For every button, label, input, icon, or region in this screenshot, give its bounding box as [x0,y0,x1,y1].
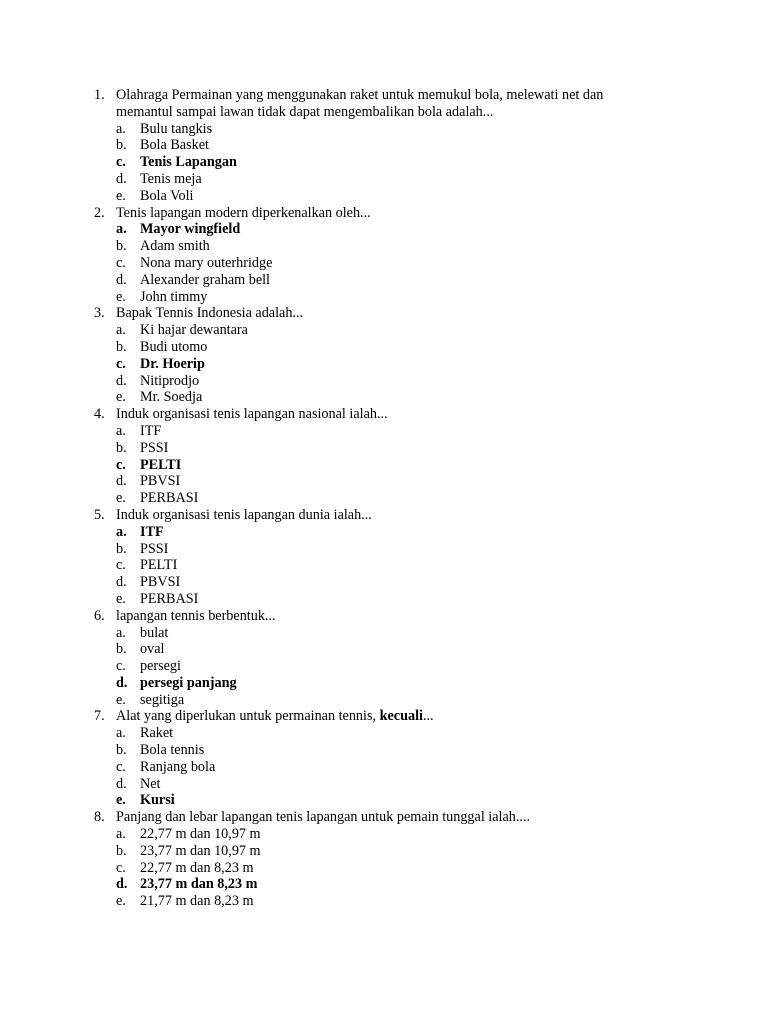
option-letter: b. [116,137,127,154]
answer-option [0,692,768,709]
option-text: 22,77 m dan 8,23 m [140,859,254,876]
answer-option-correct [0,154,768,171]
option-letter: b. [116,238,127,255]
option-letter: b. [116,439,127,456]
option-letter: d. [116,271,127,288]
question-8 [0,809,768,910]
answer-option [0,725,768,742]
answer-option-correct [0,221,768,238]
option-letter: e. [116,389,126,406]
option-letter: d. [116,473,127,490]
option-text: 23,77 m dan 10,97 m [140,842,261,859]
answer-option [0,574,768,591]
answer-option [0,188,768,205]
question-3 [0,305,768,406]
option-text: PBVSI [140,473,181,490]
answer-option [0,826,768,843]
answer-option-correct [0,524,768,541]
option-letter: e. [116,691,126,708]
answer-options [0,322,768,406]
question-text [116,406,661,423]
option-letter: c. [116,859,126,876]
option-letter: c. [116,658,126,675]
question-text-main: Induk organisasi tenis lapangan dunia ialah... [116,506,372,523]
option-text: Bola Basket [140,137,209,154]
option-text: Alexander graham bell [140,271,270,288]
question-text-main: Olahraga Permainan yang menggunakan raket untuk memukul bola, melewati net dan memantul sampai lawan tidak dapat mengembalikan bola adalah... [116,87,604,120]
answer-option [0,625,768,642]
question-2 [0,205,768,306]
question-number: 1. [94,87,105,103]
question-number: 3. [94,305,105,322]
option-letter: c. [116,758,126,775]
option-letter: c. [116,557,126,574]
answer-option [0,339,768,356]
option-letter: e. [116,893,126,910]
option-text: ITF [140,523,164,540]
answer-option [0,658,768,675]
question-text-main: Tenis lapangan modern diperkenalkan oleh... [116,204,371,221]
answer-option [0,860,768,877]
answer-option [0,322,768,339]
option-text: Net [140,775,161,792]
answer-option-correct [0,792,768,809]
answer-option [0,289,768,306]
question-text-main: lapangan tennis berbentuk... [116,607,276,624]
option-text: ITF [140,422,162,439]
option-letter: a. [116,826,126,843]
option-text: John timmy [140,288,208,305]
option-letter: b. [116,540,127,557]
question-1 [0,87,768,205]
question-number: 2. [94,204,105,221]
option-text: 22,77 m dan 10,97 m [140,826,261,843]
option-letter: a. [116,322,126,339]
option-letter: c. [116,355,126,372]
answer-options [0,121,768,205]
option-letter: d. [116,372,127,389]
answer-option [0,171,768,188]
question-text-main: Induk organisasi tenis lapangan nasional ialah... [116,406,388,423]
option-text: Nona mary outerhridge [140,254,273,271]
option-letter: a. [116,725,126,742]
answer-option [0,137,768,154]
answer-option [0,776,768,793]
answer-option [0,641,768,658]
answer-option [0,843,768,860]
question-6 [0,608,768,709]
answer-option-correct [0,356,768,373]
option-text: Mr. Soedja [140,389,203,406]
option-letter: d. [116,876,128,893]
question-text-end: ... [422,708,434,725]
option-text: PELTI [140,456,182,473]
question-text-main: Bapak Tennis Indonesia adalah... [116,305,304,322]
option-letter: e. [116,792,126,809]
question-text-main: Alat yang diperlukan untuk permainan tennis, [116,708,380,725]
answer-options [0,524,768,608]
option-letter: d. [116,574,127,591]
option-text: Adam smith [140,238,210,255]
option-text: PBVSI [140,574,181,591]
option-letter: e. [116,490,126,507]
answer-options [0,725,768,809]
option-letter: e. [116,187,126,204]
answer-option [0,557,768,574]
option-text: Dr. Hoerip [140,355,205,372]
question-text-main: Panjang dan lebar lapangan tenis lapangan untuk pemain tunggal ialah.... [116,809,531,826]
question-number: 4. [94,406,105,423]
option-letter: a. [116,120,126,137]
option-text: Ki hajar dewantara [140,322,248,339]
option-letter: a. [116,523,127,540]
option-text: persegi [140,658,181,675]
option-letter: c. [116,456,126,473]
question-7 [0,708,768,809]
option-text: persegi panjang [140,674,237,691]
option-text: Raket [140,725,174,742]
answer-options [0,423,768,507]
option-letter: a. [116,221,127,238]
question-text [116,507,661,524]
option-letter: d. [116,775,127,792]
answer-option [0,121,768,138]
question-number: 5. [94,506,105,523]
option-letter: c. [116,154,126,171]
answer-option [0,893,768,910]
option-text: 23,77 m dan 8,23 m [140,876,258,893]
answer-option [0,591,768,608]
question-number: 8. [94,809,105,826]
answer-options [0,221,768,305]
answer-option [0,759,768,776]
question-text [116,608,661,625]
option-letter: b. [116,742,127,759]
quiz-document [0,87,768,910]
option-text: PERBASI [140,590,199,607]
question-5 [0,507,768,608]
question-text [116,205,661,222]
answer-option-correct [0,457,768,474]
option-letter: a. [116,422,126,439]
option-letter: c. [116,254,126,271]
option-text: 21,77 m dan 8,23 m [140,893,254,910]
option-text: PSSI [140,439,169,456]
option-text: Bulu tangkis [140,120,213,137]
answer-options [0,826,768,910]
answer-option-correct [0,675,768,692]
answer-option [0,541,768,558]
option-text: Budi utomo [140,338,208,355]
option-text: Kursi [140,792,175,809]
option-letter: e. [116,590,126,607]
option-letter: a. [116,624,126,641]
question-text [116,87,661,121]
option-text: Tenis Lapangan [140,154,237,171]
option-text: Bola tennis [140,742,205,759]
option-letter: d. [116,170,127,187]
option-text: Ranjang bola [140,758,216,775]
question-text [116,809,661,826]
answer-option [0,238,768,255]
option-text: bulat [140,624,169,641]
option-text: Bola Voli [140,187,194,204]
answer-option-correct [0,876,768,893]
option-text: segitiga [140,691,185,708]
option-letter: b. [116,842,127,859]
answer-option [0,473,768,490]
answer-option [0,742,768,759]
option-letter: d. [116,674,128,691]
answer-option [0,272,768,289]
answer-option [0,373,768,390]
question-number: 7. [94,708,105,725]
option-letter: b. [116,641,127,658]
option-text: Nitiprodjo [140,372,200,389]
option-text: PELTI [140,557,178,574]
question-text [116,708,661,725]
option-letter: b. [116,338,127,355]
answer-option [0,490,768,507]
question-keyword: kecuali [379,708,423,725]
option-text: PERBASI [140,490,199,507]
option-text: Tenis meja [140,170,202,187]
option-text: PSSI [140,540,169,557]
answer-option [0,255,768,272]
answer-options [0,625,768,709]
question-4 [0,406,768,507]
question-number: 6. [94,607,105,624]
answer-option [0,423,768,440]
option-text: oval [140,641,165,658]
option-text: Mayor wingfield [140,221,241,238]
option-letter: e. [116,288,126,305]
question-text [116,305,661,322]
answer-option [0,440,768,457]
answer-option [0,389,768,406]
